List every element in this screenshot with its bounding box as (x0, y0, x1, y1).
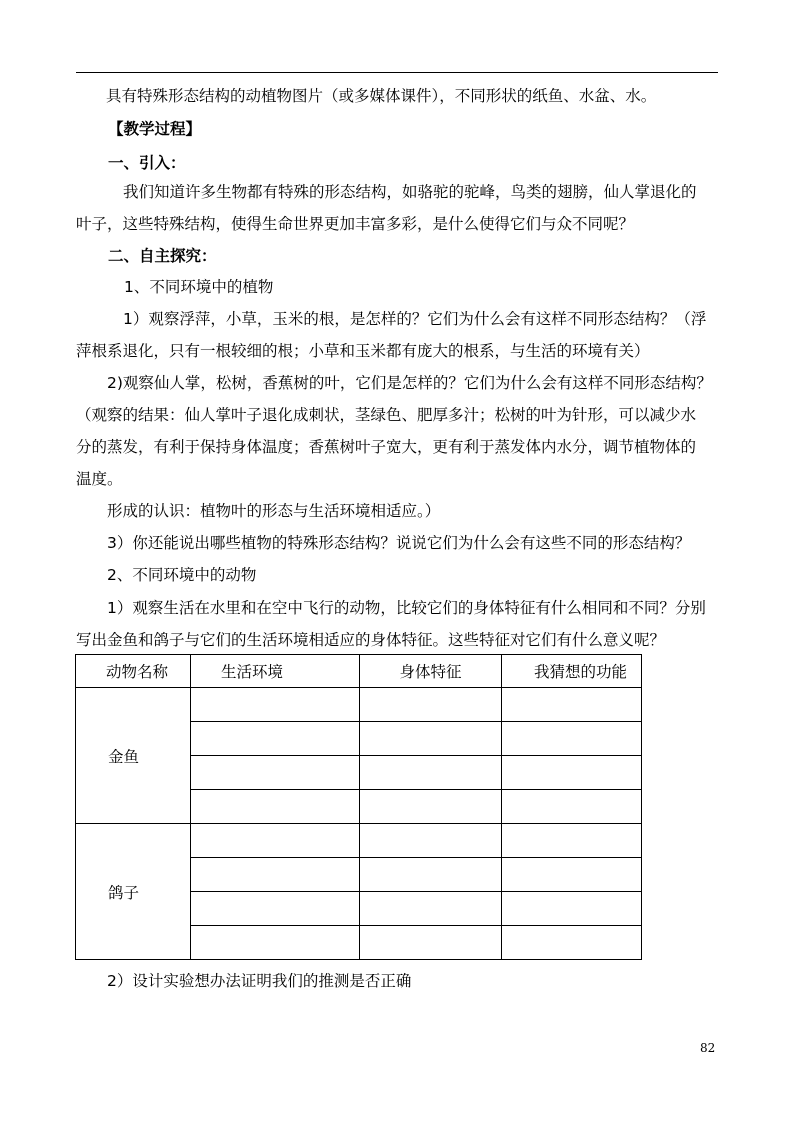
table-cell[interactable] (360, 790, 502, 824)
table-cell[interactable] (360, 722, 502, 756)
animal-name-goldfish: 金鱼 (76, 688, 191, 824)
animal-name-pigeon: 鸽子 (76, 824, 191, 960)
plants-heading: 1、不同环境中的植物 (124, 278, 274, 296)
table-cell[interactable] (502, 858, 642, 892)
animal-features-table (75, 654, 642, 960)
table-cell[interactable] (360, 824, 502, 858)
table-cell[interactable] (191, 756, 360, 790)
plants-question2-line2: （观察的结果：仙人掌叶子退化成刺状，茎绿色、肥厚多汁；松树的叶为针形，可以减少水 (76, 406, 697, 424)
table-cell[interactable] (502, 756, 642, 790)
plants-question2-line4: 温度。 (76, 470, 123, 488)
table-cell[interactable] (191, 858, 360, 892)
column-header-habitat: 生活环境 (191, 655, 360, 688)
process-heading: 【教学过程】 (108, 120, 202, 138)
table-cell[interactable] (191, 688, 360, 722)
animals-question1-line2: 写出金鱼和鸽子与它们的生活环境相适应的身体特征。这些特征对它们有什么意义呢？ (76, 631, 666, 649)
section2-heading: 二、自主探究： (108, 247, 217, 265)
plants-question2-line1: 2)观察仙人掌，松树，香蕉树的叶，它们是怎样的？它们为什么会有这样不同形态结构？ (107, 374, 712, 392)
header-rule (76, 72, 718, 73)
table-cell[interactable] (502, 824, 642, 858)
table-cell[interactable] (502, 926, 642, 960)
intro-paragraph-line2: 叶子，这些特殊结构，使得生命世界更加丰富多彩，是什么使得它们与众不同呢？ (76, 215, 635, 233)
table-cell[interactable] (191, 824, 360, 858)
table-cell[interactable] (191, 892, 360, 926)
table-cell[interactable] (502, 688, 642, 722)
table-cell[interactable] (360, 892, 502, 926)
table-cell[interactable] (191, 790, 360, 824)
table-cell[interactable] (191, 926, 360, 960)
column-header-guessed-function: 我猜想的功能 (502, 655, 642, 688)
table-cell[interactable] (502, 722, 642, 756)
table-row (76, 824, 642, 858)
table-header-row (76, 655, 642, 688)
section1-heading: 一、引入： (108, 154, 186, 172)
plants-question3: 3）你还能说出哪些植物的特殊形态结构？说说它们为什么会有这些不同的形态结构？ (107, 534, 691, 552)
plants-question1-line2: 萍根系退化，只有一根较细的根；小草和玉米都有庞大的根系，与生活的环境有关） (76, 342, 650, 360)
column-header-animal-name: 动物名称 (76, 655, 191, 688)
materials-line: 具有特殊形态结构的动植物图片（或多媒体课件），不同形状的纸鱼、水盆、水。 (106, 87, 657, 105)
table-cell[interactable] (360, 858, 502, 892)
plants-conclusion: 形成的认识：植物叶的形态与生活环境相适应。） (107, 502, 441, 520)
table-cell[interactable] (360, 926, 502, 960)
plants-question2-line3: 分的蒸发，有利于保持身体温度；香蕉树叶子宽大，更有利于蒸发体内水分，调节植物体的 (76, 438, 697, 456)
table-cell[interactable] (191, 722, 360, 756)
animals-question1-line1: 1）观察生活在水里和在空中飞行的动物，比较它们的身体特征有什么相同和不同？分别 (107, 599, 706, 617)
table-cell[interactable] (360, 688, 502, 722)
table-cell[interactable] (502, 790, 642, 824)
table-row (76, 688, 642, 722)
table-cell[interactable] (360, 756, 502, 790)
animals-question2: 2）设计实验想办法证明我们的推测是否正确 (107, 972, 412, 990)
column-header-body-features: 身体特征 (360, 655, 502, 688)
plants-question1-line1: 1）观察浮萍，小草，玉米的根，是怎样的？它们为什么会有这样不同形态结构？（浮 (123, 310, 707, 328)
animals-heading: 2、不同环境中的动物 (107, 566, 257, 584)
table-cell[interactable] (502, 892, 642, 926)
intro-paragraph-line1: 我们知道许多生物都有特殊的形态结构，如骆驼的驼峰，鸟类的翅膀，仙人掌退化的 (123, 183, 697, 201)
page-number: 82 (700, 1041, 716, 1055)
